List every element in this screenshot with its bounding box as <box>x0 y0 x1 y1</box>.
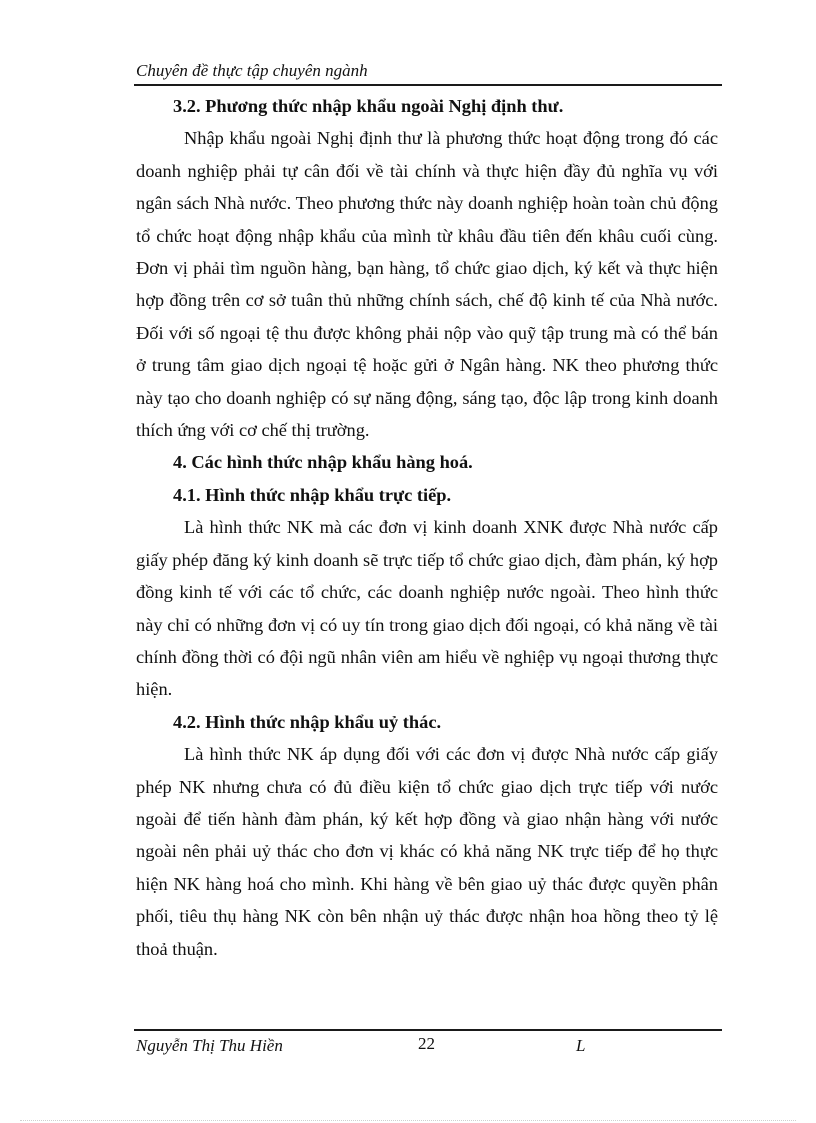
page-header <box>134 58 722 86</box>
page-number: 22 <box>418 1034 435 1053</box>
section-heading-4: 4. Các hình thức nhập khẩu hàng hoá. <box>173 452 473 473</box>
document-body <box>136 90 718 965</box>
footer-author: Nguyễn Thị Thu Hiền <box>136 1036 283 1055</box>
section-paragraph-4-1: Là hình thức NK mà các đơn vị kinh doanh XNK được Nhà nước cấp giấy phép đăng ký kinh doanh sẽ trực tiếp tổ chức giao dịch, đàm phán, ký hợp đồng kinh tế với các tổ chức, các doanh nghiệp nước ngoài. Theo hình thức này chỉ có những đơn vị có uy tín trong giao dịch đối ngoại, có khả năng về tài chính đồng thời có đội ngũ nhân viên am hiểu về nghiệp vụ ngoại thương thực hiện. <box>136 517 718 700</box>
footer-mark: L <box>576 1036 586 1055</box>
page-footer <box>134 1029 722 1061</box>
section-heading-3-2: 3.2. Phương thức nhập khẩu ngoài Nghị định thư. <box>173 96 564 116</box>
document-title: Chuyên đề thực tập chuyên ngành <box>136 61 368 80</box>
section-heading-4-1: 4.1. Hình thức nhập khẩu trực tiếp. <box>173 484 452 505</box>
page-edge-divider <box>20 1120 796 1121</box>
section-heading-4-2: 4.2. Hình thức nhập khẩu uỷ thác. <box>173 711 442 732</box>
section-paragraph-4-2: Là hình thức NK áp dụng đối với các đơn vị được Nhà nước cấp giấy phép NK nhưng chưa có đủ điều kiện tổ chức giao dịch trực tiếp với nước ngoài để tiến hành đàm phán, ký kết hợp đồng và giao nhận hàng với nước ngoài nên phải uỷ thác cho đơn vị khác có khả năng NK trực tiếp để họ thực hiện NK hàng hoá cho mình. Khi hàng về bên giao uỷ thác được quyền phân phối, tiêu thụ hàng NK còn bên nhận uỷ thác được nhận hoa hồng theo tỷ lệ thoả thuận. <box>136 744 718 959</box>
section-paragraph-3-2: Nhập khẩu ngoài Nghị định thư là phương thức hoạt động trong đó các doanh nghiệp phải tự cân đối về tài chính và thực hiện đầy đủ nghĩa vụ với ngân sách Nhà nước. Theo phương thức này doanh nghiệp hoàn toàn chủ động tổ chức hoạt động nhập khẩu của mình từ khâu đầu tiên đến khâu cuối cùng. Đơn vị phải tìm nguồn hàng, bạn hàng, tổ chức giao dịch, ký kết và thực hiện hợp đồng trên cơ sở tuân thủ những chính sách, chế độ kinh tế của Nhà nước. Đối với số ngoại tệ thu được không phải nộp vào quỹ tập trung mà có thể bán ở trung tâm giao dịch ngoại tệ hoặc gửi ở Ngân hàng. NK theo phương thức này tạo cho doanh nghiệp có sự năng động, sáng tạo, độc lập trong kinh doanh thích ứng với cơ chế thị trường. <box>136 128 718 441</box>
